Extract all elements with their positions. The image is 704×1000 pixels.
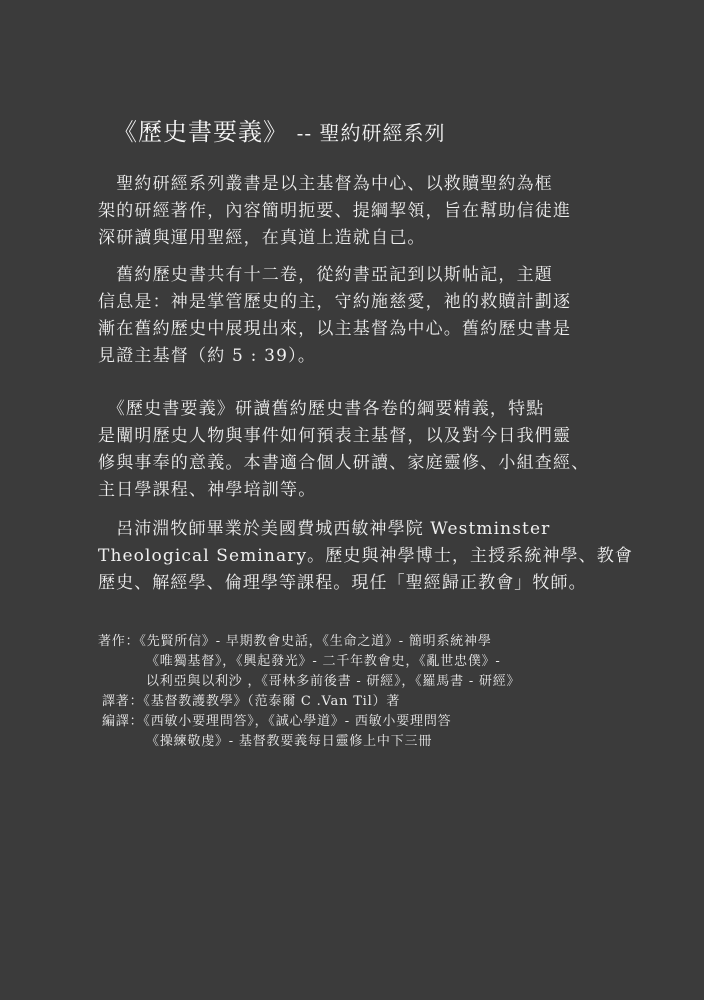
works-compiled-line: 編譯：《西敏小要理問答》，《誠心學道》- 西敏小要理問答 (102, 714, 452, 729)
works-authored-line: 《唯獨基督》，《興起發光》- 二千年教會史，《亂世忠僕》- (146, 654, 501, 669)
author-works-list (98, 632, 520, 752)
text-line: 舊約歷史書共有十二卷，從約書亞記到以斯帖記，主題 (98, 265, 553, 285)
text-line: 歷史、解經學、倫理學等課程。現任「聖經歸正教會」牧師。 (98, 573, 587, 593)
series-subtitle: -- 聖約研經系列 (296, 121, 446, 145)
book-summary-paragraph (98, 396, 618, 504)
book-title: 《歷史書要義》 (113, 118, 288, 146)
works-translated-line: 譯著：《基督教護教學》（范泰爾 C .Van Til）著 (102, 694, 401, 709)
text-line: 漸在舊約歷史中展現出來，以主基督為中心。舊約歷史書是 (98, 319, 572, 339)
text-line: 見證主基督（約 5 : 39）。 (98, 346, 317, 366)
author-bio-paragraph (98, 516, 633, 597)
old-testament-history-paragraph (98, 262, 618, 370)
page-title (113, 112, 446, 147)
text-line: 信息是：神是掌管歷史的主，守約施慈愛，祂的救贖計劃逐 (98, 292, 572, 312)
text-line: 架的研經著作，內容簡明扼要、提綱挈領，旨在幫助信徒進 (98, 201, 572, 221)
works-compiled-line: 《操練敬虔》- 基督教要義每日靈修上中下三冊 (146, 734, 433, 749)
text-line: 聖約研經系列叢書是以主基督為中心、以救贖聖約為框 (98, 174, 553, 194)
text-line: Theological Seminary。歷史與神學博士，主授系統神學、教會 (98, 546, 633, 566)
text-line: 是闡明歷史人物與事件如何預表主基督，以及對今日我們靈 (98, 426, 572, 446)
works-authored-line: 以利亞與以利沙 ，《哥林多前後書 - 研經》，《羅馬書 - 研經》 (146, 674, 521, 689)
text-line: 主日學課程、神學培訓等。 (98, 480, 317, 500)
text-line: 深研讀與運用聖經，在真道上造就自己。 (98, 228, 426, 248)
text-line: 《歷史書要義》研讀舊約歷史書各卷的綱要精義，特點 (98, 399, 545, 419)
text-line: 呂沛淵牧師畢業於美國費城西敏神學院 Westminster (98, 519, 551, 539)
text-line: 修與事奉的意義。本書適合個人研讀、家庭靈修、小組查經、 (98, 453, 590, 473)
series-description-paragraph (98, 171, 618, 252)
works-authored-line: 著作：《先賢所信》- 早期教會史話，《生命之道》- 簡明系統神學 (98, 634, 492, 649)
